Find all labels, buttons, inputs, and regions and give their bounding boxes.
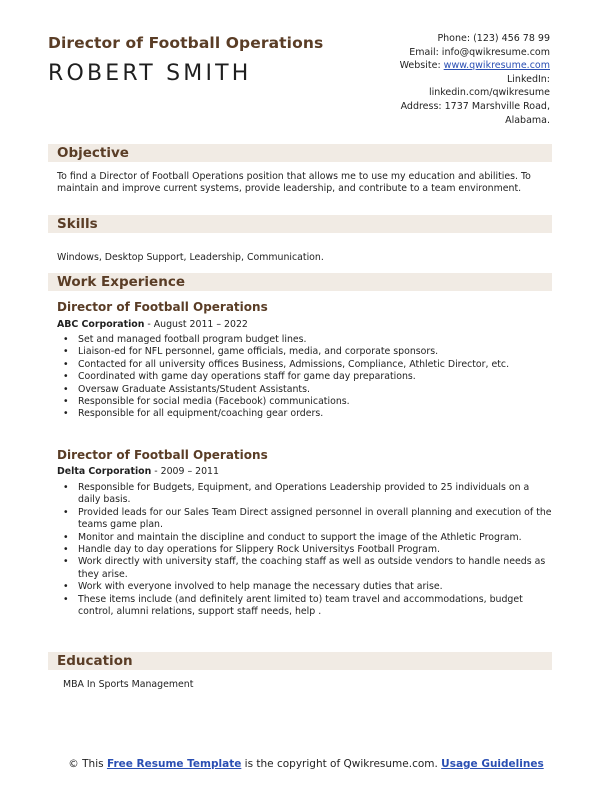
experience-title: Director of Football Operations [57,300,268,314]
experience-company: ABC Corporation [57,319,145,330]
section-heading-objective: Objective [57,145,129,161]
contact-website [320,59,550,73]
contact-phone: Phone: (123) 456 78 99 [437,33,550,44]
objective-text: To find a Director of Football Operations position that allows me to use my education and abilities. To maintain and improve current systems, provide leadership, and contribute to a team environment. [57,171,531,194]
experience-company: Delta Corporation [57,466,152,477]
list-item: • Coordinated with game day operations staff for game day preparations. [78,371,553,383]
list-item: • Liaison-ed for NFL personnel, game officials, media, and corporate sponsors. [78,346,553,358]
contact-email: Email: info@qwikresume.com [409,46,550,58]
footer-middle: is the copyright of Qwikresume.com. [241,758,442,770]
section-skills [48,215,552,233]
footer-prefix: © This [68,758,107,770]
experience-bullets [57,482,553,618]
skills-text: Windows, Desktop Support, Leadership, Communication. [57,252,324,263]
usage-guidelines-link[interactable]: Usage Guidelines [441,758,544,770]
section-heading-education: Education [57,653,133,669]
section-work-experience [48,273,552,291]
experience-bullets [57,334,553,421]
footer-copyright [0,757,612,771]
list-item: • Monitor and maintain the discipline and conduct to support the image of the Athletic Program. [78,532,553,544]
section-education [48,652,552,670]
list-item: • Responsible for Budgets, Equipment, and Operations Leadership provided to 25 individuals on a daily basis. [78,482,553,507]
resume-job-title: Director of Football Operations [48,34,324,52]
list-item: • Set and managed football program budget lines. [78,334,553,346]
list-item: • Responsible for all equipment/coaching gear orders. [78,408,553,420]
list-item: • Provided leads for our Sales Team Direct assigned personnel in overall planning and execution of the teams game plan. [78,507,553,532]
list-item: • Responsible for social media (Facebook) communications. [78,396,553,408]
contact-address-line2: Alabama. [505,114,550,126]
contact-address-line1: Address: 1737 Marshville Road, [400,100,550,112]
contact-block [320,32,550,127]
list-item: • These items include (and definitely arent limited to) team travel and accommodations, budget control, alumni relations, support staff needs, help . [78,594,553,619]
section-heading-skills: Skills [57,216,98,232]
section-heading-work-experience: Work Experience [57,274,185,290]
list-item: • Work directly with university staff, the coaching staff as well as outside vendors to handle needs as they arise. [78,556,553,581]
contact-linkedin-value: linkedin.com/qwikresume [428,87,550,99]
free-resume-template-link[interactable]: Free Resume Template [106,758,242,770]
website-link[interactable]: www.qwikresume.com [443,60,550,72]
list-item: • Handle day to day operations for Slippery Rock Universitys Football Program. [78,544,553,556]
candidate-name: ROBERT SMITH [48,61,252,86]
experience-title: Director of Football Operations [57,448,268,462]
contact-website-label: Website: [399,60,444,72]
list-item: • Oversaw Graduate Assistants/Student Assistants. [78,384,553,396]
list-item: • Work with everyone involved to help manage the necessary duties that arise. [78,581,553,593]
education-text: MBA In Sports Management [63,679,194,690]
experience-company-line [57,319,248,330]
experience-dates: - 2009 – 2011 [151,466,219,477]
experience-company-line [57,466,219,477]
section-objective [48,144,552,162]
contact-linkedin-label: LinkedIn: [506,73,550,85]
list-item: • Contacted for all university offices Business, Admissions, Compliance, Athletic Director, etc. [78,359,553,371]
experience-dates: - August 2011 – 2022 [144,319,248,330]
